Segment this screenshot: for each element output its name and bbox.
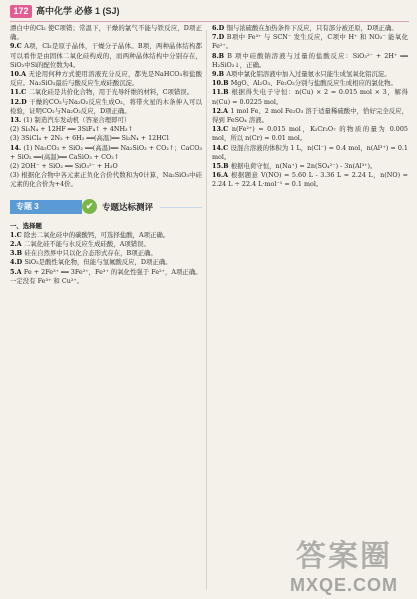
answer-text: (1) Na₂CO₃ + SiO₂ ══(高温)══ Na₂SiO₃ + CO₂↑；CaCO₃ + SiO₂ ══(高温)══ CaSiO₃ + CO₂↑ [10, 143, 203, 161]
answer-line [212, 33, 408, 51]
watermark-bottom: MXQE.COM [289, 575, 398, 595]
watermark-logo [278, 540, 410, 598]
answer-line [10, 258, 202, 267]
answer-number: 15.B [212, 162, 231, 171]
answer-text: 漂白中的Cl₂ 使C项错；常温下，干燥的氯气不能与铁反应，D项正确。 [10, 24, 202, 42]
answer-number: 12.A [212, 106, 231, 115]
answer-line [212, 125, 408, 143]
section-banner [10, 196, 202, 218]
check-icon: ✔ [82, 199, 97, 214]
answer-number: 一、选择题 [10, 221, 42, 230]
answer-number: 6.D [212, 24, 227, 32]
answer-text: 一定没有 Fe³⁺ 和 Cu²⁺。 [10, 276, 84, 285]
watermark-top: 答案圈 [296, 540, 392, 573]
answer-line [212, 162, 408, 171]
answer-text: A项中氯化铝溶液中加入过量氨水只能生成氢氧化铝沉淀。 [226, 70, 391, 79]
answer-number: 8.B [212, 51, 228, 60]
answer-number: 10.A [10, 70, 29, 79]
answer-text: 硅在自然界中只以化合态形式存在，B项正确。 [24, 249, 157, 258]
answer-text: 干燥的CO₂与Na₂O₂反应生成O₂，将带火星的木条伸入可以检验，证明CO₂与Na₂O₂反应，D项正确。 [10, 97, 202, 115]
answer-line [10, 268, 202, 277]
answer-number: 12.D [10, 97, 30, 106]
page-number: 172 [10, 5, 32, 18]
answer-text: B 项中硅酸钠溶液与过量的盐酸反应：SiO₃²⁻ + 2H⁺ ══ H₂SiO₃↓，正确。 [212, 51, 408, 69]
answer-line [212, 171, 408, 189]
page-header [0, 0, 417, 22]
answer-line [10, 116, 202, 125]
answer-text: 根据题意 V(NO) = 5.60 L - 3.36 L = 2.24 L，n(NO) = 2.24 L ÷ 22.4 L·mol⁻¹ = 0.1 mol。 [212, 171, 408, 189]
answer-text: (3) 3SiCl₄ + 2N₂ + 6H₂ ══(高温)══ Si₃N₄ + 12HCl [10, 134, 169, 143]
answer-text: 根据电荷守恒，n(Na⁺) = 2n(SO₄²⁻) - 3n(Al³⁺)。 [230, 162, 377, 171]
answer-text: SiO₂是酸性氧化物，但能与氢氟酸反应，D项正确。 [24, 258, 172, 267]
answer-number: 10.B [212, 79, 231, 88]
answer-line [212, 52, 408, 70]
answer-line [10, 240, 202, 249]
answer-text: (2) 2OH⁻ + SiO₂ ══ SiO₃²⁻ + H₂O [10, 162, 118, 171]
answer-line [10, 88, 202, 97]
answer-line [10, 98, 202, 116]
section-label: 专题 3 [10, 200, 82, 214]
left-answers-top [10, 24, 202, 190]
answer-line [212, 24, 408, 33]
answer-number: 1.C [10, 230, 24, 239]
answer-number: 16.A [212, 171, 231, 180]
answer-line [10, 277, 202, 286]
answer-line [10, 70, 202, 88]
answer-line [212, 70, 408, 79]
answer-text: 铜与浓硫酸在加热条件下反应，只有部分被还原，D项正确。 [226, 24, 398, 32]
left-answers-bottom [10, 222, 202, 286]
answer-text: (1) 制造汽车发动机（答案合理即可） [23, 116, 131, 125]
answer-number: 13.C [212, 125, 232, 134]
answer-number: 3.B [10, 249, 25, 258]
answer-text: (2) Si₃N₄ + 12HF ══ 3SiF₄↑ + 4NH₃↑ [10, 125, 133, 134]
answer-number: 11.B [212, 88, 232, 97]
answer-line [10, 24, 202, 42]
answer-text: 1 mol Fe、2 mol Fe₂O₃ 溶于适量稀硫酸中，恰好完全反应，得到 FeSO₄ 溶液。 [212, 106, 408, 125]
answer-line [10, 231, 202, 240]
answer-line [10, 162, 202, 171]
answer-text: 根据得失电子守恒：n(Cu) × 2 = 0.015 mol × 3，解得 n(Cu) = 0.0225 mol。 [212, 88, 408, 106]
answer-line [10, 134, 202, 143]
book-title: 高中化学 必修 1 (SJ) [36, 6, 120, 16]
answer-line [10, 171, 202, 189]
answer-text: 除去二氧化硅中的碳酸钙，可选择盐酸，A项正确。 [23, 230, 170, 239]
answer-line [10, 144, 202, 162]
answer-number: 7.D [212, 33, 227, 42]
answer-number: 14.C [212, 143, 231, 152]
answer-number: 2.A [10, 240, 24, 249]
answer-text: B项中 Fe³⁺ 与 SCN⁻ 发生反应，C项中 H⁺ 和 NO₃⁻ 能氧化 Fe²⁺。 [212, 33, 408, 51]
answer-number: 4.D [10, 258, 25, 267]
left-column [10, 24, 202, 286]
answer-number: 9.C [10, 42, 25, 51]
answer-text: 设混合溶液的体积为 1 L，n(Cl⁻) = 0.4 mol，n(Al³⁺) = 0.1 mol。 [212, 143, 408, 161]
answer-line [212, 107, 408, 125]
column-divider [206, 30, 207, 590]
section-title: 专题达标测评 [102, 201, 154, 212]
right-answers [212, 24, 408, 190]
answer-text: A项，Cl₂是原子晶体，干燥分子晶体。B项，两种晶体结构都可以看作是由固体二氧化硅构成的，而两种晶体结构中分别存在，SiO₂中Si的配位数为4。 [10, 42, 202, 69]
answer-text: n(Fe²⁺) = 0.015 mol，K₂Cr₂O₇ 的物质的量为 0.005 mol，所以 n(Cr) = 0.01 mol。 [212, 125, 408, 143]
answer-line [212, 88, 408, 106]
answer-text: MgO、Al₂O₃、Fe₂O₃分别与盐酸反应生成相应的氯化物。 [230, 79, 397, 88]
answer-number: 11.C [10, 88, 29, 97]
banner-rule [160, 207, 202, 208]
answer-number: 13. [10, 116, 24, 125]
answer-text: 二氧化硅是共价化合物，用于光导纤维的材料，C项错误。 [28, 88, 194, 97]
answer-line [212, 144, 408, 162]
answer-text: (3) 根据化合物中各元素正负化合价代数和为0计算，Na₂SiO₃中硅元素的化合价为+4价。 [10, 171, 202, 189]
answer-text: 无论用何种方式使用溶液充分反应，都先是NaHCO₃和盐酸反应。Na₂SiO₃最后与酸反应生成硅酸沉淀。 [10, 70, 202, 88]
header-divider [10, 21, 409, 22]
answer-number: 5.A [10, 267, 24, 276]
answer-text: Fe + 2Fe³⁺ ══ 3Fe²⁺，Fe³⁺ 的氧化性强于 Fe²⁺，A项正确。 [23, 267, 202, 276]
answer-number: 9.B [212, 70, 227, 79]
answer-number: 14. [10, 143, 24, 152]
answer-line [10, 222, 202, 231]
answer-line [10, 42, 202, 70]
answer-text: 二氧化硅不能与水反应生成硅酸，A项错误。 [23, 240, 150, 249]
right-column [212, 24, 408, 190]
